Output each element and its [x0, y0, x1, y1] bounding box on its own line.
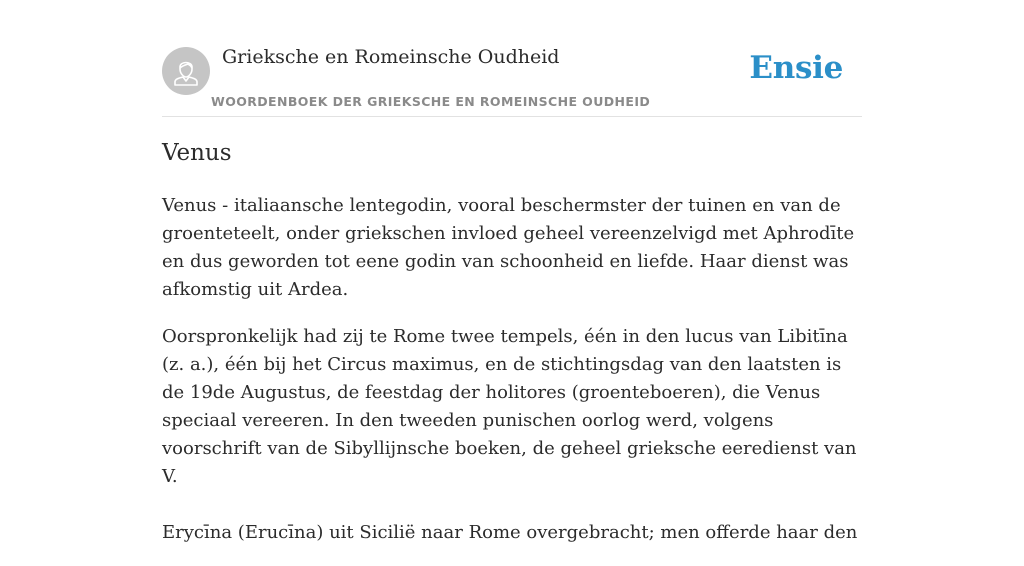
source-title-link[interactable]: Grieksche en Romeinsche Oudheid — [222, 46, 560, 68]
content-container — [162, 0, 862, 543]
source-header — [162, 0, 862, 117]
source-subtitle: WOORDENBOEK DER GRIEKSCHE EN ROMEINSCHE OUDHEID — [211, 94, 651, 109]
user-silhouette-icon[interactable] — [162, 47, 210, 95]
article-headword: Venus — [162, 140, 232, 166]
ensie-logo[interactable]: Ensie — [749, 50, 843, 86]
article-paragraph: Venus - italiaansche lentegodin, vooral beschermster der tuinen en van de groenteteelt, onder griekschen invloed geheel vereenzelvigd met Aphrodīte en dus geworden tot eene godin van schoonheid en liefde. Haar dienst was afkomstig uit Ardea. — [162, 195, 855, 300]
article-paragraph: Erycīna (Erucīna) uit Sicilië naar Rome overgebracht; men offerde haar den — [162, 522, 858, 543]
article-body — [162, 192, 862, 566]
article-paragraph: Oorspronkelijk had zij te Rome twee tempels, één in den lucus van Libitīna (z. a.), één bij het Circus maximus, en de stichtingsdag van den laatsten is de 19de Augustus, de feestdag der holitores (groenteboeren), die Venus speciaal vereeren. In den tweeden punischen oorlog werd, volgens voorschrift van de Sibyllijnsche boeken, de geheel grieksche eeredienst van V. — [162, 326, 857, 487]
